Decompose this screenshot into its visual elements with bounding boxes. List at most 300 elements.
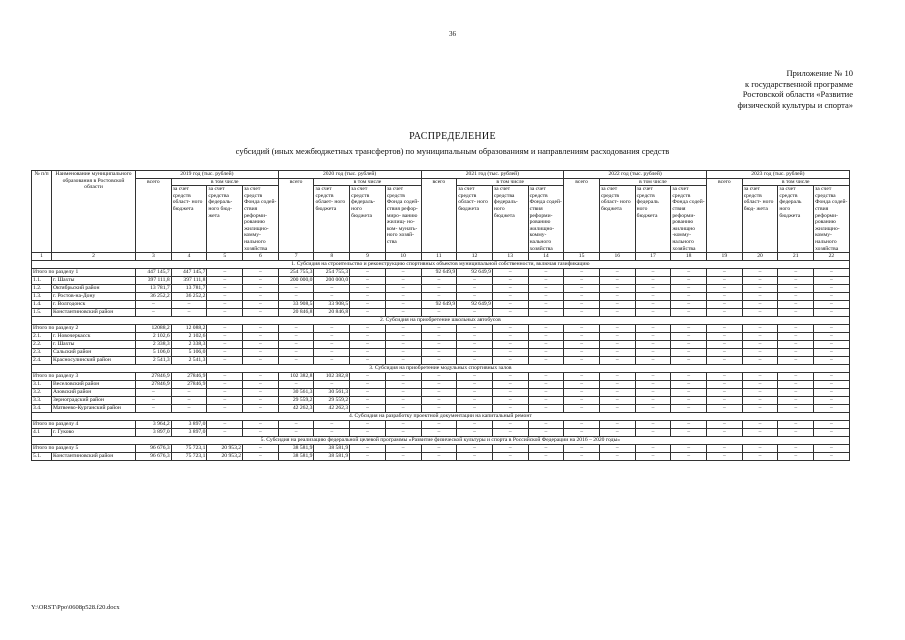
- table-cell: –: [243, 341, 279, 349]
- table-cell: –: [314, 421, 350, 429]
- row-number: 3.2.: [32, 389, 52, 397]
- table-cell: –: [635, 357, 671, 365]
- table-cell: –: [492, 293, 528, 301]
- table-cell: –: [707, 453, 743, 461]
- table-row: [32, 405, 850, 413]
- table-cell: –: [635, 293, 671, 301]
- table-cell: –: [243, 421, 279, 429]
- table-cell: –: [207, 325, 243, 333]
- table-cell: –: [564, 429, 600, 437]
- table-cell: 254 755,3: [278, 269, 314, 277]
- table-cell: –: [599, 397, 635, 405]
- header-row-incl: [32, 178, 850, 186]
- table-cell: –: [421, 421, 457, 429]
- table-cell: –: [421, 293, 457, 301]
- table-cell: –: [243, 381, 279, 389]
- table-cell: –: [457, 445, 493, 453]
- table-cell: –: [136, 389, 172, 397]
- table-cell: –: [350, 325, 386, 333]
- table-cell: 36 252,2: [136, 293, 172, 301]
- table-cell: –: [778, 325, 814, 333]
- header-year: 2021 год (тыс. рублей): [421, 171, 564, 179]
- table-cell: –: [171, 309, 207, 317]
- table-cell: –: [136, 397, 172, 405]
- table-cell: –: [243, 325, 279, 333]
- header-funding-source: за счет средств област- ного бюд- жета: [742, 186, 778, 253]
- table-cell: –: [671, 349, 707, 357]
- table-cell: –: [207, 373, 243, 381]
- table-cell: 42 262,3: [278, 405, 314, 413]
- table-cell: –: [778, 341, 814, 349]
- table-cell: –: [385, 429, 421, 437]
- table-cell: –: [385, 269, 421, 277]
- table-cell: 20 846,8: [278, 309, 314, 317]
- table-cell: –: [742, 421, 778, 429]
- table-cell: 5 106,0: [136, 349, 172, 357]
- table-cell: –: [457, 293, 493, 301]
- header-total: всего: [707, 178, 743, 253]
- table-cell: –: [278, 341, 314, 349]
- table-cell: –: [385, 333, 421, 341]
- table-cell: –: [171, 405, 207, 413]
- column-number: 7: [278, 253, 314, 261]
- table-cell: –: [492, 373, 528, 381]
- table-cell: –: [778, 389, 814, 397]
- row-municipality: Красносулинский район: [52, 357, 136, 365]
- table-cell: –: [385, 293, 421, 301]
- row-number: 1.4.: [32, 301, 52, 309]
- table-row: [32, 285, 850, 293]
- column-number: 3: [136, 253, 172, 261]
- header-total: всего: [278, 178, 314, 253]
- table-cell: –: [350, 445, 386, 453]
- header-municipality: Наименование муниципального образования в Ростовской области: [52, 171, 136, 253]
- table-cell: –: [421, 325, 457, 333]
- table-cell: 3 897,0: [136, 429, 172, 437]
- table-cell: –: [742, 333, 778, 341]
- appendix-line: физической культуры и спорта»: [737, 99, 853, 110]
- table-cell: –: [350, 357, 386, 365]
- table-cell: –: [635, 301, 671, 309]
- column-number: 22: [814, 253, 850, 261]
- table-cell: –: [207, 341, 243, 349]
- table-cell: –: [778, 333, 814, 341]
- table-row: [32, 269, 850, 277]
- table-cell: –: [421, 389, 457, 397]
- table-cell: –: [742, 293, 778, 301]
- table-cell: 2 102,6: [136, 333, 172, 341]
- table-cell: –: [742, 325, 778, 333]
- table-cell: –: [599, 309, 635, 317]
- table-cell: –: [814, 381, 850, 389]
- table-cell: –: [314, 293, 350, 301]
- table-cell: –: [599, 389, 635, 397]
- table-cell: –: [207, 381, 243, 389]
- table-cell: –: [814, 293, 850, 301]
- table-row: [32, 349, 850, 357]
- table-cell: –: [778, 405, 814, 413]
- table-cell: –: [671, 405, 707, 413]
- table-cell: –: [564, 453, 600, 461]
- table-cell: 38 581,9: [278, 453, 314, 461]
- table-cell: –: [492, 349, 528, 357]
- table-cell: 27846,9: [171, 373, 207, 381]
- header-funding-source: за счет средств Фонда содей- ствия рефор- миро- ванию жилищ- но-ком- мунать- ного хозяй- ства: [385, 186, 421, 253]
- table-cell: –: [421, 397, 457, 405]
- row-municipality: Азовский район: [52, 389, 136, 397]
- row-number: 3.1.: [32, 381, 52, 389]
- table-cell: –: [635, 285, 671, 293]
- appendix-line: Приложение № 10: [786, 68, 853, 78]
- table-cell: –: [457, 429, 493, 437]
- table-cell: –: [564, 341, 600, 349]
- section-title-row: [32, 317, 850, 325]
- column-number: 1: [32, 253, 52, 261]
- table-row: [32, 453, 850, 461]
- table-cell: –: [350, 341, 386, 349]
- table-cell: –: [564, 309, 600, 317]
- table-cell: –: [385, 357, 421, 365]
- table-cell: –: [671, 333, 707, 341]
- table-row: [32, 293, 850, 301]
- row-number: 3.3.: [32, 397, 52, 405]
- table-cell: –: [314, 357, 350, 365]
- table-cell: –: [243, 301, 279, 309]
- table-cell: –: [278, 333, 314, 341]
- table-cell: –: [171, 397, 207, 405]
- table-cell: –: [457, 341, 493, 349]
- table-row: [32, 325, 850, 333]
- table-cell: –: [385, 381, 421, 389]
- table-cell: –: [635, 453, 671, 461]
- table-cell: –: [814, 421, 850, 429]
- header-funding-source: за счет средств област- ного бюджета: [171, 186, 207, 253]
- table-cell: –: [385, 453, 421, 461]
- table-cell: –: [492, 421, 528, 429]
- table-cell: –: [385, 389, 421, 397]
- table-cell: –: [635, 325, 671, 333]
- table-cell: –: [742, 341, 778, 349]
- table-cell: 3 897,0: [171, 421, 207, 429]
- row-municipality: г. Шахты: [52, 341, 136, 349]
- table-row: [32, 381, 850, 389]
- table-cell: –: [528, 373, 564, 381]
- header-including: в том числе: [457, 178, 564, 186]
- table-cell: –: [528, 293, 564, 301]
- table-cell: –: [635, 277, 671, 285]
- table-cell: –: [492, 277, 528, 285]
- table-cell: –: [599, 333, 635, 341]
- row-number: 1.2.: [32, 285, 52, 293]
- table-cell: –: [599, 285, 635, 293]
- section-title-row: [32, 261, 850, 269]
- section-title: 1. Субсидия на строительство и реконструкцию спортивных объектов муниципальной собственности, включая газификацию: [32, 261, 850, 269]
- row-municipality: Зерноградский район: [52, 397, 136, 405]
- row-municipality: Сальский район: [52, 349, 136, 357]
- table-cell: –: [492, 333, 528, 341]
- table-cell: 96 676,3: [136, 445, 172, 453]
- table-cell: –: [599, 349, 635, 357]
- table-cell: –: [243, 277, 279, 285]
- column-number: 16: [599, 253, 635, 261]
- table-cell: –: [385, 309, 421, 317]
- table-cell: –: [457, 309, 493, 317]
- column-number: 11: [421, 253, 457, 261]
- table-cell: 3 964,2: [136, 421, 172, 429]
- table-cell: –: [564, 405, 600, 413]
- table-cell: –: [814, 285, 850, 293]
- table-cell: –: [385, 325, 421, 333]
- table-cell: –: [635, 269, 671, 277]
- table-cell: –: [564, 381, 600, 389]
- table-cell: –: [564, 357, 600, 365]
- table-cell: –: [814, 397, 850, 405]
- table-cell: –: [243, 357, 279, 365]
- table-cell: –: [421, 285, 457, 293]
- header-including: в том числе: [742, 178, 849, 186]
- appendix-note: [673, 68, 853, 110]
- table-cell: –: [707, 349, 743, 357]
- table-cell: –: [278, 357, 314, 365]
- table-cell: –: [457, 453, 493, 461]
- table-cell: 12 088,2: [171, 325, 207, 333]
- table-cell: 92 649,9: [421, 269, 457, 277]
- table-cell: –: [350, 429, 386, 437]
- table-cell: –: [207, 357, 243, 365]
- column-number: 20: [742, 253, 778, 261]
- table-cell: –: [814, 349, 850, 357]
- table-cell: –: [528, 325, 564, 333]
- table-cell: –: [528, 445, 564, 453]
- table-cell: –: [243, 389, 279, 397]
- page-number: 36: [449, 30, 456, 38]
- row-municipality: г. Шахты: [52, 277, 136, 285]
- table-cell: –: [136, 301, 172, 309]
- header-funding-source: за счет средств област- ного бюджета: [457, 186, 493, 253]
- table-cell: –: [457, 405, 493, 413]
- header-year: 2022 год (тыс. рублей): [564, 171, 707, 179]
- table-row: [32, 357, 850, 365]
- column-number: 21: [778, 253, 814, 261]
- row-label: Итого по разделу 4: [32, 421, 136, 429]
- table-cell: –: [385, 301, 421, 309]
- table-row: [32, 341, 850, 349]
- table-row: [32, 397, 850, 405]
- column-number: 10: [385, 253, 421, 261]
- table-cell: –: [778, 301, 814, 309]
- column-number: 6: [243, 253, 279, 261]
- table-cell: 42 262,3: [314, 405, 350, 413]
- section-title-row: [32, 365, 850, 373]
- table-cell: –: [635, 405, 671, 413]
- table-cell: –: [421, 357, 457, 365]
- table-cell: –: [778, 293, 814, 301]
- table-cell: –: [243, 373, 279, 381]
- table-cell: –: [707, 333, 743, 341]
- table-cell: –: [278, 429, 314, 437]
- table-cell: –: [457, 277, 493, 285]
- appendix-line: Ростовской области «Развитие: [742, 89, 853, 99]
- table-cell: –: [350, 453, 386, 461]
- table-cell: –: [421, 429, 457, 437]
- header-total: всего: [136, 178, 172, 253]
- table-cell: –: [528, 333, 564, 341]
- table-body: [32, 253, 850, 461]
- table-cell: –: [314, 349, 350, 357]
- table-cell: –: [243, 445, 279, 453]
- table-cell: –: [314, 341, 350, 349]
- table-cell: –: [814, 341, 850, 349]
- table-cell: –: [707, 277, 743, 285]
- table-cell: –: [385, 277, 421, 285]
- header-funding-source: за счет средства федераль- ного бюд- жета: [207, 186, 243, 253]
- table-cell: –: [278, 325, 314, 333]
- table-cell: –: [671, 373, 707, 381]
- table-cell: 29 559,2: [278, 397, 314, 405]
- table-cell: 96 676,3: [136, 453, 172, 461]
- table-cell: –: [350, 381, 386, 389]
- table-cell: –: [350, 285, 386, 293]
- table-cell: 200 000,0: [278, 277, 314, 285]
- table-cell: –: [421, 349, 457, 357]
- header-funding-source: за счет средства Фонда содей- ствия реформи- рованию жилищно- комму- нального хозяйства: [815, 186, 848, 252]
- table-cell: –: [528, 381, 564, 389]
- header-year: 2020 год (тыс. рублей): [278, 171, 421, 179]
- table-cell: –: [350, 349, 386, 357]
- table-cell: 38 581,9: [314, 453, 350, 461]
- table-cell: –: [207, 389, 243, 397]
- column-number: 5: [207, 253, 243, 261]
- table-cell: –: [707, 389, 743, 397]
- row-number: 2.1.: [32, 333, 52, 341]
- table-cell: 27846,9: [136, 381, 172, 389]
- table-cell: –: [564, 349, 600, 357]
- table-cell: 397 111,8: [136, 277, 172, 285]
- row-number: 1.3.: [32, 293, 52, 301]
- column-number: 4: [171, 253, 207, 261]
- table-header: [32, 171, 850, 253]
- table-cell: –: [492, 405, 528, 413]
- header-number: № п/п: [32, 171, 52, 253]
- table-cell: –: [207, 429, 243, 437]
- table-cell: –: [207, 421, 243, 429]
- table-cell: –: [742, 397, 778, 405]
- table-cell: –: [207, 269, 243, 277]
- row-municipality: г. Ростов-на-Дону: [52, 293, 136, 301]
- row-municipality: г. Гуково: [52, 429, 136, 437]
- table-cell: –: [742, 389, 778, 397]
- table-cell: –: [778, 349, 814, 357]
- row-municipality: Матвеево-Курганский район: [52, 405, 136, 413]
- table-cell: –: [457, 325, 493, 333]
- section-title: 5. Субсидия на реализацию федеральной целевой программы «Развитие физической культуры и спорта в Российской Федерации на 2016 – 2020 годы»: [32, 437, 850, 445]
- table-cell: –: [671, 301, 707, 309]
- table-row: [32, 373, 850, 381]
- table-cell: –: [457, 349, 493, 357]
- table-cell: 27846,9: [136, 373, 172, 381]
- column-number: 12: [457, 253, 493, 261]
- table-cell: –: [778, 445, 814, 453]
- header-including: в том числе: [314, 178, 421, 186]
- table-cell: –: [635, 421, 671, 429]
- table-cell: –: [243, 293, 279, 301]
- header-total: всего: [421, 178, 457, 253]
- row-number: 1.1.: [32, 277, 52, 285]
- row-label: Итого по разделу 3: [32, 373, 136, 381]
- row-municipality: Константиновский район: [52, 453, 136, 461]
- table-cell: –: [314, 381, 350, 389]
- table-cell: –: [707, 445, 743, 453]
- table-row: [32, 445, 850, 453]
- table-cell: –: [778, 373, 814, 381]
- table-cell: –: [635, 397, 671, 405]
- table-cell: 20 953,2: [207, 445, 243, 453]
- table-cell: –: [457, 373, 493, 381]
- table-cell: –: [492, 389, 528, 397]
- table-cell: –: [671, 293, 707, 301]
- column-number: 14: [528, 253, 564, 261]
- table-cell: –: [207, 333, 243, 341]
- table-cell: –: [707, 405, 743, 413]
- header-year: 2019 год (тыс. рублей): [136, 171, 279, 179]
- table-cell: –: [350, 309, 386, 317]
- document-subtitle: субсидий (иных межбюджетных трансфертов) по муниципальным образованиям и направлениям расходования средств: [235, 146, 670, 156]
- table-cell: –: [778, 277, 814, 285]
- table-cell: –: [814, 333, 850, 341]
- table-cell: –: [385, 421, 421, 429]
- table-cell: –: [492, 341, 528, 349]
- table-cell: –: [350, 333, 386, 341]
- table-cell: –: [671, 429, 707, 437]
- table-cell: –: [528, 405, 564, 413]
- table-cell: –: [243, 269, 279, 277]
- table-cell: –: [778, 269, 814, 277]
- table-cell: –: [314, 429, 350, 437]
- table-cell: –: [564, 277, 600, 285]
- header-row-years: [32, 171, 850, 179]
- table-cell: –: [207, 397, 243, 405]
- table-cell: –: [742, 277, 778, 285]
- table-cell: 92 649,9: [421, 301, 457, 309]
- table-cell: –: [492, 269, 528, 277]
- row-number: 2.4.: [32, 357, 52, 365]
- table-cell: –: [635, 381, 671, 389]
- table-cell: –: [671, 325, 707, 333]
- table-cell: –: [457, 333, 493, 341]
- table-cell: –: [778, 453, 814, 461]
- table-cell: –: [814, 429, 850, 437]
- table-cell: –: [528, 453, 564, 461]
- table-cell: 30 561,3: [314, 389, 350, 397]
- table-cell: –: [278, 285, 314, 293]
- table-cell: 2 338,3: [171, 341, 207, 349]
- table-cell: –: [564, 293, 600, 301]
- table-cell: –: [707, 293, 743, 301]
- section-title: 3. Субсидия на приобретение модульных спортивных залов: [32, 365, 850, 373]
- row-municipality: Октябрьский район: [52, 285, 136, 293]
- table-cell: –: [421, 277, 457, 285]
- table-row: [32, 309, 850, 317]
- table-cell: –: [350, 397, 386, 405]
- table-cell: 447 145,7: [171, 269, 207, 277]
- table-cell: –: [778, 421, 814, 429]
- table-cell: –: [742, 301, 778, 309]
- table-cell: –: [671, 421, 707, 429]
- table-cell: –: [350, 421, 386, 429]
- table-cell: –: [528, 429, 564, 437]
- table-cell: –: [778, 381, 814, 389]
- table-cell: –: [385, 341, 421, 349]
